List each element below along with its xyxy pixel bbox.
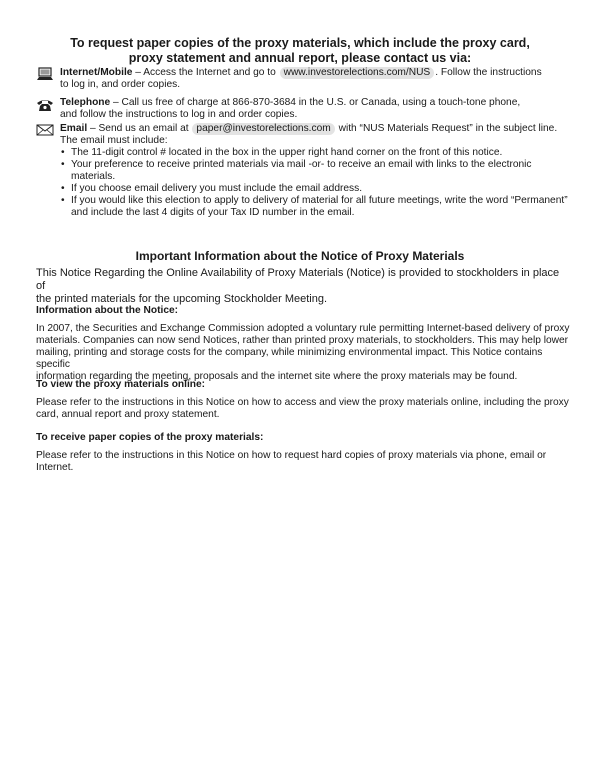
internet-method: [36, 67, 576, 91]
about-notice-paragraph: [36, 323, 570, 383]
email-label: Email: [60, 123, 88, 134]
email-address[interactable]: paper@investorelections.com: [192, 123, 334, 135]
about-notice-heading: Information about the Notice:: [36, 305, 179, 316]
telephone-label: Telephone: [60, 97, 111, 108]
envelope-icon: [36, 123, 54, 137]
email-requirements-list: [60, 147, 576, 207]
paper-line: Internet.: [36, 462, 74, 473]
about-line: materials. Companies can now send Notices, rather than printed proxy materials, to stockholders. This may help lower: [36, 335, 569, 346]
list-item-continuation: and include the last 4 digits of your Tax ID number in the email.: [71, 207, 355, 218]
email-text-after: with “NUS Materials Request” in the subject line.: [338, 123, 558, 134]
list-item: • The 11-digit control # located in the box in the upper right hand corner on the front of this notice.: [60, 147, 576, 159]
internet-label: Internet/Mobile: [60, 67, 133, 78]
view-line: card, annual report and proxy statement.: [36, 409, 220, 420]
about-line: In 2007, the Securities and Exchange Commission adopted a voluntary rule permitting Internet-based delivery of proxy: [36, 323, 570, 334]
about-line: mailing, printing and storage costs for the company, while minimizing environmental impact. This Notice contains specific: [36, 347, 543, 370]
view-online-heading: To view the proxy materials online:: [36, 379, 206, 390]
telephone-method: [36, 97, 576, 121]
heading-line-2: proxy statement and annual report, please contact us via:: [128, 51, 472, 65]
paper-copies-paragraph: [36, 450, 570, 474]
important-information-heading: Important Information about the Notice of Proxy Materials: [135, 249, 465, 263]
paper-line: Please refer to the instructions in this Notice on how to request hard copies of proxy materials via phone, email or: [36, 450, 547, 461]
telephone-line-2: and follow the instructions to log in and order copies.: [60, 109, 298, 120]
view-online-paragraph: [36, 397, 570, 421]
list-item: • If you choose email delivery you must include the email address.: [60, 183, 576, 195]
internet-text-after: . Follow the instructions: [435, 67, 542, 78]
view-line: Please refer to the instructions in this Notice on how to access and view the proxy materials online, including the proxy: [36, 397, 569, 408]
intro-line-1: This Notice Regarding the Online Availability of Proxy Materials (Notice) is provided to stockholders in place of: [36, 267, 560, 292]
telephone-line-1: – Call us free of charge at 866-870-3684 in the U.S. or Canada, using a touch-tone phone,: [110, 97, 521, 108]
internet-line-2: to log in, and order copies.: [60, 79, 181, 90]
paper-copies-heading: [30, 36, 570, 66]
email-line-2: The email must include:: [60, 135, 168, 146]
paper-copies-heading: To receive paper copies of the proxy materials:: [36, 432, 264, 443]
heading-line-1: To request paper copies of the proxy materials, which include the proxy card,: [70, 36, 530, 50]
internet-text-before: – Access the Internet and go to: [132, 67, 276, 78]
internet-url[interactable]: www.investorelections.com/NUS: [280, 67, 435, 79]
telephone-icon: [36, 98, 54, 112]
intro-paragraph: [36, 267, 570, 306]
email-method: [36, 123, 576, 219]
email-text-before: – Send us an email at: [87, 123, 189, 134]
intro-line-2: the printed materials for the upcoming Stockholder Meeting.: [36, 293, 328, 305]
about-line: information regarding the meeting, proposals and the internet site where the proxy materials may be found.: [36, 371, 518, 382]
computer-icon: [36, 67, 54, 81]
list-item: • Your preference to receive printed materials via mail -or- to receive an email with links to the electronic materials.: [60, 159, 576, 183]
list-item: • If you would like this election to apply to delivery of material for all future meetings, write the word “Permanent”: [60, 195, 576, 207]
